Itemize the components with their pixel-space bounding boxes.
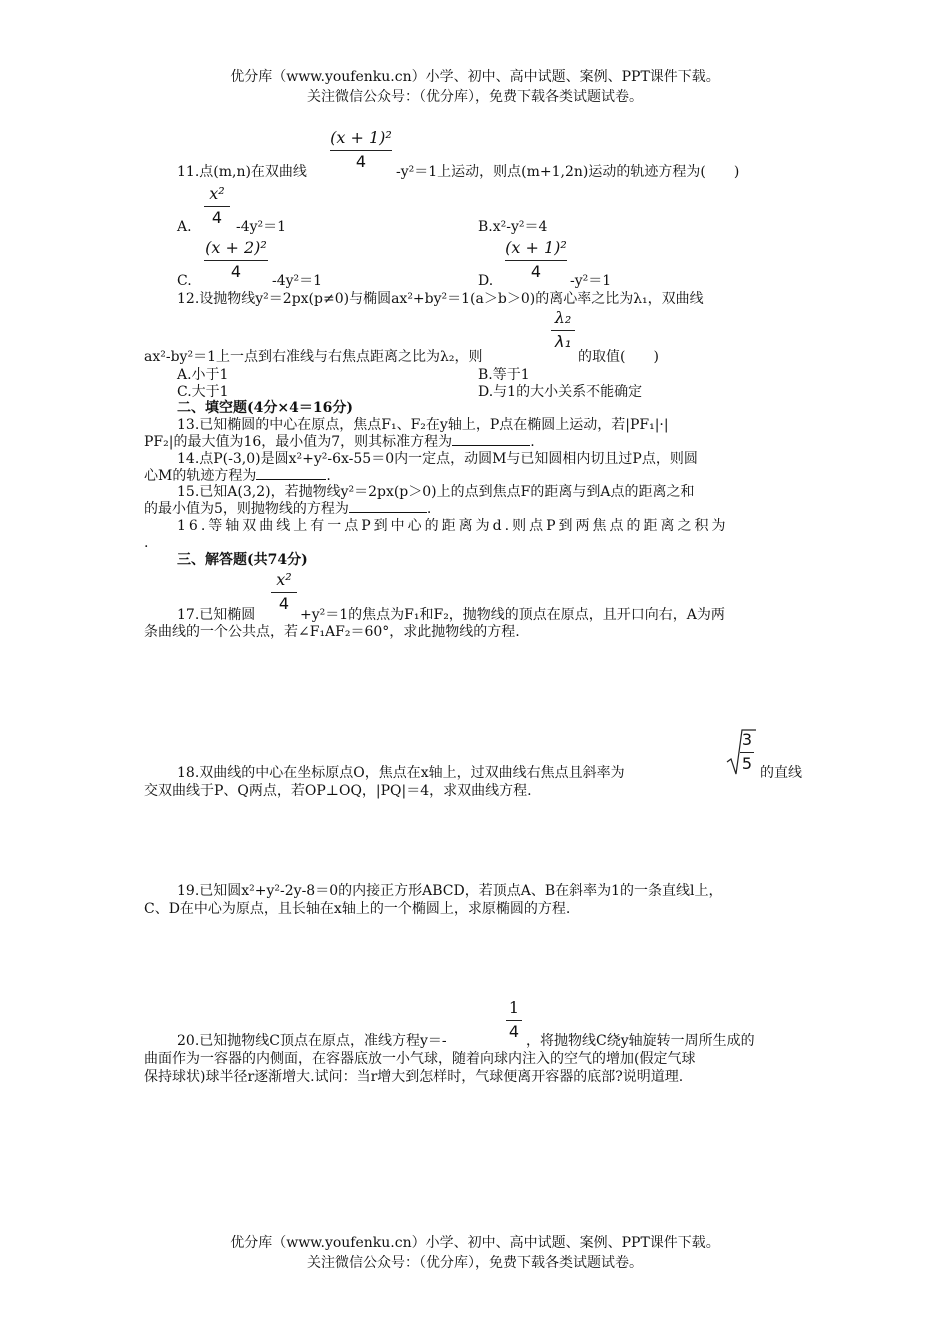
q14-line-2-text: 心M的轨迹方程为 bbox=[144, 468, 257, 484]
q11-optA-denominator: 4 bbox=[211, 208, 223, 227]
q13-line-2 bbox=[144, 433, 535, 451]
q20-line-3: 保持球状)球半径r逐渐增大.试问：当r增大到怎样时，气球便离开容器的底部?说明道理. bbox=[144, 1069, 684, 1085]
q19-line-1: 19.已知圆x²+y²-2y-8＝0的内接正方形ABCD，若顶点A、B在斜率为1的一条直线l上， bbox=[177, 883, 723, 899]
q17-frac-numerator: x² bbox=[276, 570, 292, 589]
q11-optC-numerator: (x + 2)² bbox=[205, 238, 267, 257]
q11-optD-denominator: 4 bbox=[530, 262, 542, 281]
q12-frac-numerator: λ₂ bbox=[554, 308, 572, 327]
q18-sqrt-denominator: 5 bbox=[741, 754, 753, 773]
q11-optD-tail: -y²＝1 bbox=[570, 273, 612, 289]
q11-optA-tail: -4y²＝1 bbox=[236, 219, 287, 235]
q11-optD-label: D. bbox=[478, 273, 494, 289]
q18-line-2: 交双曲线于P、Q两点，若OP⊥OQ，|PQ|＝4，求双曲线方程. bbox=[144, 783, 532, 799]
q18-sqrt-numerator: 3 bbox=[741, 730, 753, 749]
header-line-2: 关注微信公众号：（优分库），免费下载各类试题试卷。 bbox=[307, 89, 643, 105]
q15-line-1: 15.已知A(3,2)，若抛物线y²＝2px(p＞0)上的点到焦点F的距离与到A点的距离之和 bbox=[177, 484, 695, 500]
q11-optA-label: A. bbox=[177, 219, 192, 235]
q11-optA-fraction bbox=[204, 184, 230, 227]
q11-frac-denominator: 4 bbox=[355, 152, 367, 171]
q11-fraction bbox=[330, 128, 392, 171]
section-3-title: 三、解答题(共74分) bbox=[177, 552, 308, 568]
q15-line-2 bbox=[144, 500, 431, 518]
q20-line-1a: 20.已知抛物线C顶点在原点，准线方程y＝- bbox=[177, 1033, 447, 1049]
q12-optB: B.等于1 bbox=[478, 367, 530, 383]
q17-frac-denominator: 4 bbox=[278, 594, 290, 613]
q15-line-2-text: 的最小值为5，则抛物线的方程为 bbox=[144, 501, 349, 517]
q20-fraction bbox=[506, 998, 522, 1041]
q12-optC: C.大于1 bbox=[177, 384, 229, 400]
q14-end: . bbox=[326, 468, 331, 484]
q20-frac-numerator: 1 bbox=[508, 998, 520, 1017]
q11-optB: B.x²-y²＝4 bbox=[478, 219, 548, 235]
q13-line-2-text: PF₂|的最大值为16，最小值为7，则其标准方程为 bbox=[144, 434, 453, 450]
q19-line-2: C、D在中心为原点，且长轴在x轴上的一个椭圆上，求原椭圆的方程. bbox=[144, 901, 571, 917]
q12-optA: A.小于1 bbox=[177, 367, 229, 383]
q15-end: . bbox=[426, 501, 432, 517]
q11-optC-fraction bbox=[204, 238, 268, 281]
q17-line-2: 条曲线的一个公共点，若∠F₁AF₂＝60°，求此抛物线的方程. bbox=[144, 624, 520, 640]
footer-line-1: 优分库（www.youfenku.cn）小学、初中、高中试题、案例、PPT课件下载。 bbox=[230, 1235, 720, 1251]
q11-text-a: 11.点(m,n)在双曲线 bbox=[177, 164, 307, 180]
q20-frac-denominator: 4 bbox=[508, 1022, 520, 1041]
footer-line-2: 关注微信公众号：（优分库），免费下载各类试题试卷。 bbox=[307, 1255, 643, 1271]
q11-frac-numerator: (x + 1)² bbox=[330, 128, 392, 147]
q14-line-1: 14.点P(-3,0)是圆x²+y²-6x-55＝0内一定点，动圆M与已知圆相内切且过P点，则圆 bbox=[177, 451, 698, 467]
q11-optD-fraction bbox=[505, 238, 567, 281]
q18-line-1b: 的直线 bbox=[760, 765, 802, 781]
q16-line-2: . bbox=[144, 535, 149, 551]
q17-fraction bbox=[271, 570, 297, 613]
q12-optD: D.与1的大小关系不能确定 bbox=[478, 384, 643, 400]
q15-answer-blank[interactable] bbox=[349, 500, 427, 513]
q12-line-2b: 的取值( ) bbox=[578, 349, 659, 365]
q11-optC-tail: -4y²＝1 bbox=[272, 273, 323, 289]
q17-line-1a: 17.已知椭圆 bbox=[177, 607, 256, 623]
q11-optC-denominator: 4 bbox=[230, 262, 242, 281]
section-2-title: 二、填空题(4分×4＝16分) bbox=[177, 400, 353, 416]
q18-line-1a: 18.双曲线的中心在坐标原点O，焦点在x轴上，过双曲线右焦点且斜率为 bbox=[177, 765, 625, 781]
header-line-1: 优分库（www.youfenku.cn）小学、初中、高中试题、案例、PPT课件下载。 bbox=[230, 69, 720, 85]
q14-answer-blank[interactable] bbox=[256, 467, 326, 480]
q17-line-1b: +y²＝1的焦点为F₁和F₂，抛物线的顶点在原点，且开口向右，A为两 bbox=[300, 607, 725, 623]
q13-answer-blank[interactable] bbox=[452, 433, 530, 446]
q13-end: . bbox=[530, 434, 535, 450]
q20-line-1b: ，将抛物线C绕y轴旋转一周所生成的 bbox=[526, 1033, 755, 1049]
q20-line-2: 曲面作为一容器的内侧面，在容器底放一小气球，随着向球内注入的空气的增加(假定气球 bbox=[144, 1051, 696, 1067]
q12-frac-denominator: λ₁ bbox=[555, 332, 571, 351]
q11-optD-numerator: (x + 1)² bbox=[505, 238, 567, 257]
q12-fraction bbox=[551, 308, 575, 351]
q13-line-1: 13.已知椭圆的中心在原点，焦点F₁、F₂在y轴上，P点在椭圆上运动，若|PF₁|·| bbox=[177, 417, 669, 433]
q11-optA-numerator: x² bbox=[209, 184, 225, 203]
q12-line-2a: ax²-by²＝1上一点到右准线与右焦点距离之比为λ₂，则 bbox=[144, 349, 483, 365]
q11-text-b: -y²＝1上运动，则点(m+1,2n)运动的轨迹方程为( ) bbox=[396, 164, 740, 180]
q11-optC-label: C. bbox=[177, 273, 192, 289]
q18-sqrt-fraction bbox=[726, 728, 756, 778]
q16-line-1: 16.等轴双曲线上有一点P到中心的距离为d.则点P到两焦点的距离之积为 bbox=[177, 518, 729, 534]
q12-line-1: 12.设抛物线y²＝2px(p≠0)与椭圆ax²+by²＝1(a＞b＞0)的离心率之比为λ₁，双曲线 bbox=[177, 291, 704, 307]
